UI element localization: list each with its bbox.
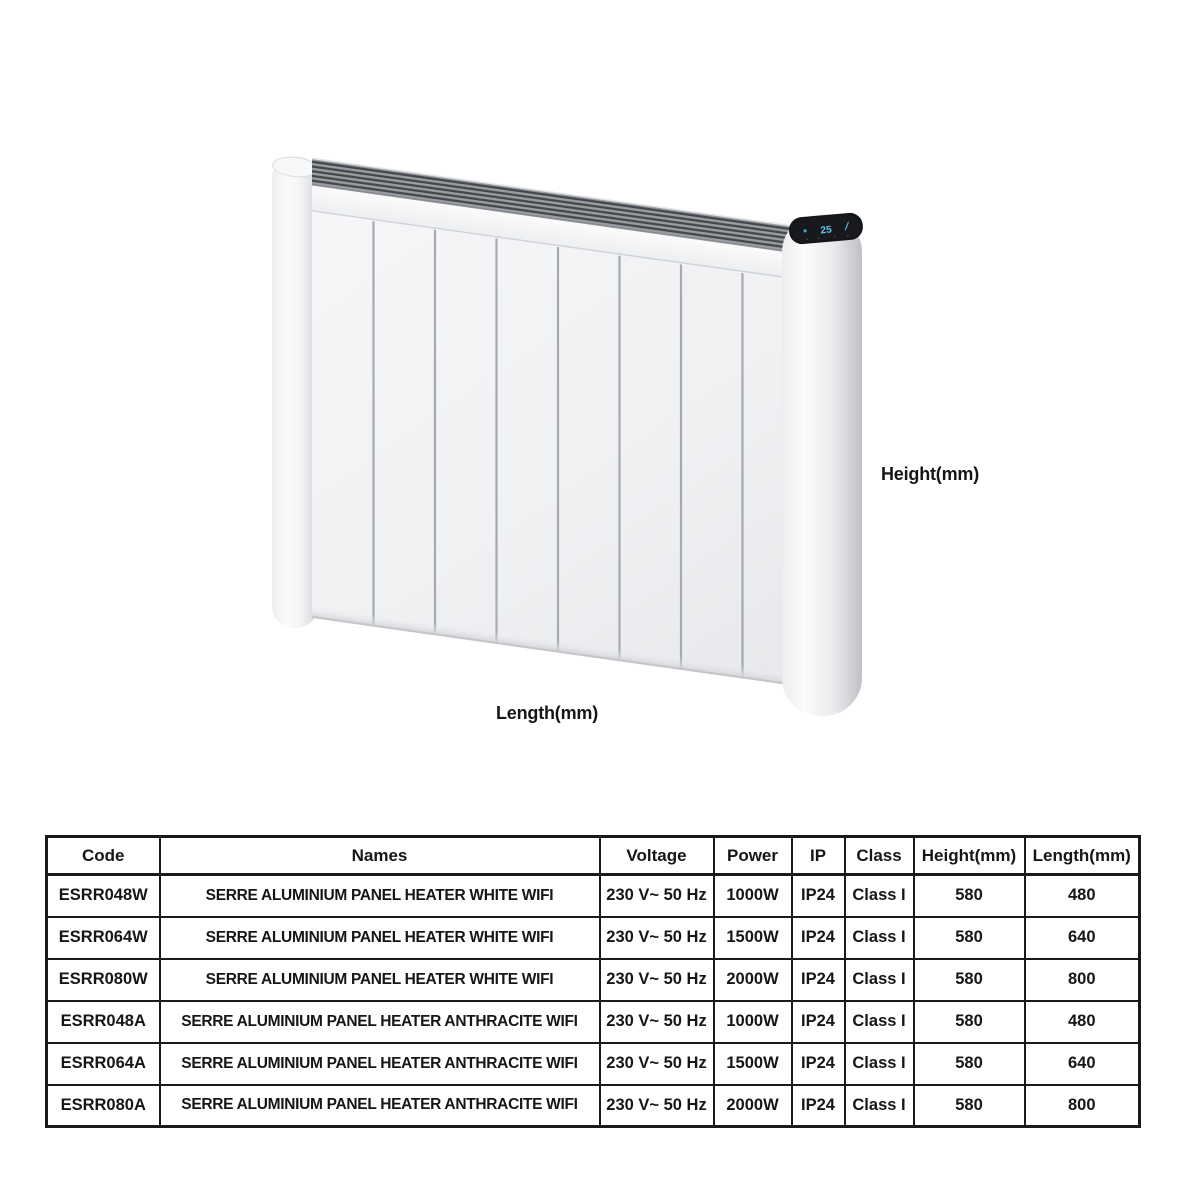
cell: 580 [914, 1043, 1025, 1085]
column-header: IP [792, 837, 845, 875]
column-header: Power [714, 837, 792, 875]
cell: 580 [914, 917, 1025, 959]
cell: SERRE ALUMINIUM PANEL HEATER ANTHRACITE WIFI [160, 1001, 600, 1043]
left-end-cap [272, 155, 319, 628]
cell: 640 [1025, 917, 1140, 959]
table-row [47, 917, 1140, 959]
cell: SERRE ALUMINIUM PANEL HEATER ANTHRACITE WIFI [160, 1085, 600, 1127]
right-end-cap [782, 214, 862, 716]
cell: 230 V~ 50 Hz [600, 1001, 714, 1043]
cell: 480 [1025, 875, 1140, 917]
cell: 1500W [714, 1043, 792, 1085]
column-header: Class [845, 837, 914, 875]
length-dimension-label: Length(mm) [496, 703, 598, 723]
cell: 800 [1025, 959, 1140, 1001]
front-panels [312, 212, 804, 688]
cell: 580 [914, 1001, 1025, 1043]
cell: Class I [845, 1001, 914, 1043]
cell: 2000W [714, 1085, 792, 1127]
display-temperature: 25 [820, 224, 833, 237]
cell: ESRR048W [47, 875, 160, 917]
table-row [47, 1085, 1140, 1127]
table-row [47, 959, 1140, 1001]
cell: 1000W [714, 1001, 792, 1043]
cell: IP24 [792, 959, 845, 1001]
column-header: Code [47, 837, 160, 875]
table-row [47, 1043, 1140, 1085]
cell: ESRR064W [47, 917, 160, 959]
cell: ESRR064A [47, 1043, 160, 1085]
cell: IP24 [792, 1043, 845, 1085]
cell: 1000W [714, 875, 792, 917]
cell: Class I [845, 1085, 914, 1127]
cell: 580 [914, 1085, 1025, 1127]
cell: 1500W [714, 917, 792, 959]
cell: 230 V~ 50 Hz [600, 917, 714, 959]
header-row [47, 837, 1140, 875]
cell: ESRR080W [47, 959, 160, 1001]
column-header: Voltage [600, 837, 714, 875]
cell: Class I [845, 875, 914, 917]
cell: 230 V~ 50 Hz [600, 959, 714, 1001]
cell: 230 V~ 50 Hz [600, 1085, 714, 1127]
cell: ESRR080A [47, 1085, 160, 1127]
cell: SERRE ALUMINIUM PANEL HEATER WHITE WIFI [160, 875, 600, 917]
cell: 580 [914, 959, 1025, 1001]
cell: SERRE ALUMINIUM PANEL HEATER WHITE WIFI [160, 917, 600, 959]
cell: 800 [1025, 1085, 1140, 1127]
cell: 580 [914, 875, 1025, 917]
column-header: Height(mm) [914, 837, 1025, 875]
table-row [47, 1001, 1140, 1043]
cell: Class I [845, 959, 914, 1001]
cell: IP24 [792, 1001, 845, 1043]
cell: IP24 [792, 917, 845, 959]
spec-table-body [47, 875, 1140, 1127]
column-header: Names [160, 837, 600, 875]
cell: IP24 [792, 875, 845, 917]
cell: Class I [845, 1043, 914, 1085]
cell: 230 V~ 50 Hz [600, 1043, 714, 1085]
column-header: Length(mm) [1025, 837, 1140, 875]
cell: 640 [1025, 1043, 1140, 1085]
cell: SERRE ALUMINIUM PANEL HEATER ANTHRACITE WIFI [160, 1043, 600, 1085]
spec-table [45, 835, 1141, 1128]
cell: Class I [845, 917, 914, 959]
cell: 480 [1025, 1001, 1140, 1043]
cell: SERRE ALUMINIUM PANEL HEATER WHITE WIFI [160, 959, 600, 1001]
cell: ESRR048A [47, 1001, 160, 1043]
cell: IP24 [792, 1085, 845, 1127]
height-dimension-label: Height(mm) [881, 464, 979, 484]
cell: 2000W [714, 959, 792, 1001]
cell: 230 V~ 50 Hz [600, 875, 714, 917]
table-row [47, 875, 1140, 917]
